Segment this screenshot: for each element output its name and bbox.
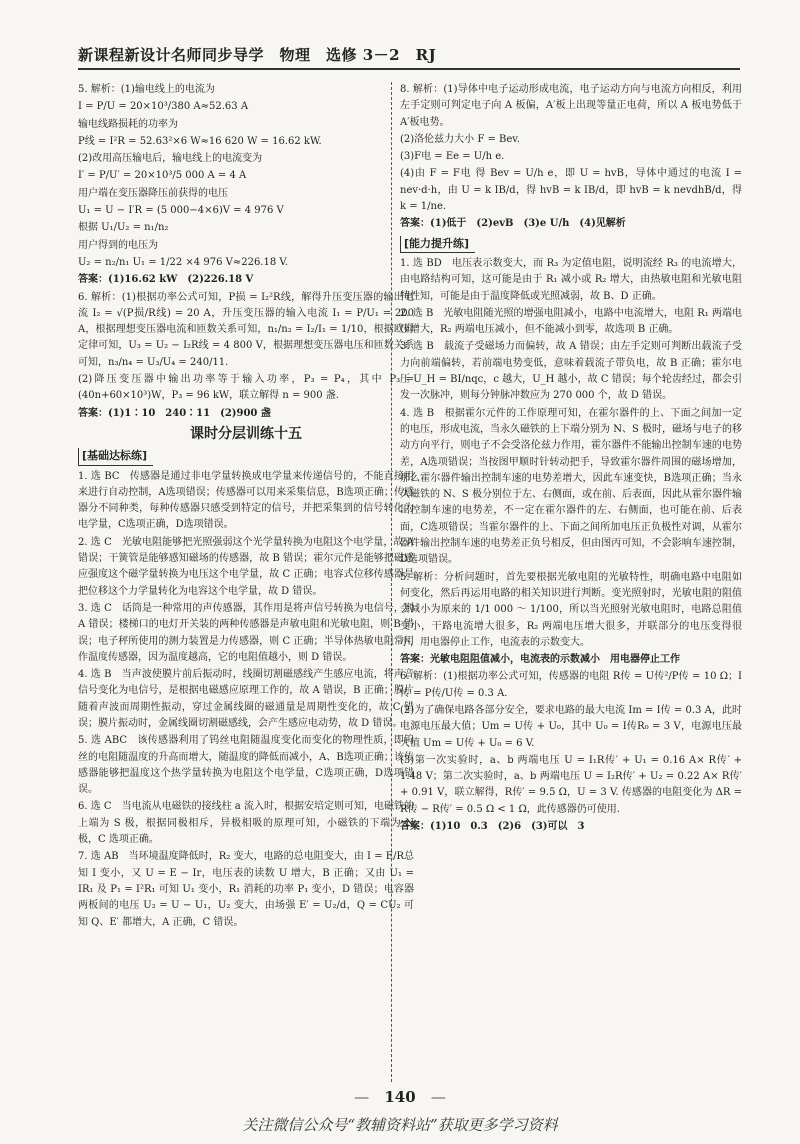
answer-entry: P线 = I²R = 52.63²×6 W≈16 620 W = 16.62 kW. <box>78 135 322 147</box>
header-title: 新课程新设计名师同步导学 物理 选修 3－2 RJ <box>78 46 437 64</box>
section-title: 课时分层训练十五 <box>190 425 302 442</box>
answer-entry: 4. 选 B 根据霍尔元件的工作原理可知，在霍尔器件的上、下面之间加一定的电压，形成电流，当永久磁铁的上下端分别为 N、S 极时，磁场与电子的移动方向平行，则电子不会受洛伦兹力作用，霍尔器件不能输出控制车速的电势差，A选项错误；当按图甲顺时针转动把手，导致霍尔器件周围的磁场增加，那么霍尔器件输出控制车速的电势差增大，因此车速变快，B选项正确；当永久磁铁的 N、S 极分别位于左、右侧面，或在前、后表面，因此从霍尔器件输出控制车速的电势差，不一定在霍尔器件的左、右侧面，也可能在前、后表面，C选项错误；当霍尔器件的上、下面之间所加电压正负极性对调，从霍尔器件输出控制车速的电势差正负号相反，但由图丙可知，不会影响车速控制，D选项错误。 <box>400 407 742 566</box>
answer-entry: (3)第一次实验时，a、b 两端电压 U = I₁R传′ + U₁ = 0.16 A× R传′ + 1.48 V；第二次实验时，a、b 两端电压 U = I₂R传′ + U₂ = 0.22 A× R传′ + 0.91 V，联立解得，R传′ = 9.5 Ω，U = 3 V. 传感器的电阻变化为 ΔR = R传 − R传′ = 0.5 Ω < 1 Ω，此传感器仍可使用. <box>400 754 742 815</box>
answer-entry: 6. 解析：(1)根据功率公式可知，P损 = I₂²R线，解得升压变压器的输出电流 I₂ = √(P损/R线) = 20 A，升压变压器的输入电流 I₁ = P/U₁ = 200 A，根据理想变压器电流和匝数关系可知，n₁/n₂ = I₂/I₁ = 1/10，根据欧姆定律可知，U₃ = U₂ − I₂R线 = 4 800 V，根据理想变压器电压和匝数关系可知，n₃/n₄ = U₃/U₄ = 240/11. <box>78 291 414 368</box>
answer-entry: 5. 选 ABC 该传感器利用了钨丝电阻随温度变化而变化的物理性质，即钨丝的电阻随温度的升高而增大，随温度的降低而减小，A、B选项正确；该传感器能够把温度这个热学量转换为电阻这个电学量，C选项正确，D选项错误。 <box>78 735 414 796</box>
answer-entry: 5. 解析：分析问题时，首先要根据光敏电阻的光敏特性，明确电路中电阻如何变化，然后再运用电路的相关知识进行判断。变光照射时，光敏电阻的阻值会减小为原来的 1/1 000 ～ 1/100，所以当光照射光敏电阻时，电路总阻值变小，干路电流增大很多，R₂ 两端电压增大很多，并联部分的电压变得很小，用电器停止工作，电流表的示数变大。 <box>400 571 742 648</box>
answer-entry: (2)为了确保电路各部分安全，要求电路的最大电流 Im = I传 = 0.3 A，此时电源电压最大值；Um = U传 + U₀，其中 U₀ = I传R₀ = 3 V，电源电压最大值 Um = U传 + U₀ = 6 V. <box>400 704 742 749</box>
answer-entry: 4. 选 B 当声波使膜片前后振动时，线圈切割磁感线产生感应电流，将声音信号变化为电信号，是根据电磁感应原理工作的，故 A 错误，B 正确；膜片随着声波而周期性振动，穿过金属线圈的磁通量是周期性变化的，故 C 错误；膜片振动时，金属线圈切割磁感线，会产生感应电动势，故 D 错误。 <box>78 669 414 729</box>
answer-entry: 2. 选 B 光敏电阻随光照的增强电阻减小，电路中电流增大，电阻 R₁ 两端电压增大，R₂ 两端电压减小，但不能减小到零，故选项 B 正确。 <box>400 307 742 336</box>
answer-entry: U₁ = U − I′R = (5 000−4×6)V = 4 976 V <box>78 205 284 217</box>
answer-entry: (3)F电 = Ee = U/h e. <box>400 151 505 163</box>
basic-subsection-title: [基础达标练] <box>78 448 153 465</box>
answer-entry: 答案：光敏电阻阻值减小，电流表的示数减小 用电器停止工作 <box>400 654 680 666</box>
answer-entry: I′ = P/U′ = 20×10³/5 000 A = 4 A <box>78 170 247 182</box>
answer-entry: 用户得到的电压为 <box>78 239 158 251</box>
answer-entry: (2)改用高压输电后，输电线上的电流变为 <box>78 153 263 165</box>
answer-entry: 7. 选 AB 当环境温度降低时，R₂ 变大，电路的总电阻变大，由 I = E/R总 知 I 变小，又 U = E − Ir，电压表的读数 U 增大，B 正确；又由 U₁ = IR₁ 及 P₁ = I²R₁ 可知 U₁ 变小，R₁ 消耗的功率 P₁ 变小，D 错误；电容器两板间的电压 U₂ = U − U₁，U₂ 变大，由场强 E′ = U₂/d，Q = CU₂ 可知 Q、E′ 都增大，A 正确，C 错误。 <box>78 851 414 928</box>
right-top-entries <box>400 82 742 233</box>
answer-entry: 用户端在变压器降压前获得的电压 <box>78 187 228 199</box>
answer-entry: 1. 选 BC 传感器是通过非电学量转换成电学量来传递信号的，不能直接用来进行自动控制，A选项错误；传感器可以用来采集信息，B选项正确；传感器分不同种类，每种传感器只感受到特定的信号，并把采集到的信号转化为电学量，C选项正确，D选项错误。 <box>78 470 414 531</box>
advanced-subsection-title: [能力提升练] <box>400 236 475 253</box>
page-header <box>78 44 740 70</box>
answer-entry: 6. 选 C 当电流从电磁铁的接线柱 a 流入时，根据安培定则可知，电磁铁的上端为 S 极，根据同极相斥，异极相吸的原理可知，小磁铁的下端为 N 极，C 选项正确。 <box>78 801 414 846</box>
answer-entry: 输电线路损耗的功率为 <box>78 118 178 130</box>
page-number-dash-left: — <box>354 1088 370 1106</box>
answer-entry: (2)洛伦兹力大小 F = Bev. <box>400 133 520 145</box>
answer-entry: (4)由 F = F电 得 Bev = U/h e，即 U = hvB，导体中通过的电流 I = nev·d·h，由 U = k IB/d，得 hvB = k IB/d，即 hvB = k nevdhB/d，得 k = 1/ne. <box>400 168 742 213</box>
left-bottom-entries <box>78 469 414 931</box>
answer-entry: 答案：(1)低于 (2)evB (3)e U/h (4)见解析 <box>400 218 626 230</box>
answer-entry: 6. 解析：(1)根据功率公式可知，传感器的电阻 R传 = U传²/P传 = 10 Ω；I传 = P传/U传 = 0.3 A. <box>400 671 742 699</box>
answer-entry: I = P/U = 20×10³/380 A≈52.63 A <box>78 101 249 113</box>
page-number-bar <box>0 1088 800 1106</box>
answer-entry: 答案：(1)16.62 kW (2)226.18 V <box>78 274 254 286</box>
left-top-entries <box>78 82 414 422</box>
answer-entry: 8. 解析：(1)导体中电子运动形成电流，电子运动方向与电流方向相反，利用左手定则可判定电子向 A 板偏，A′板上出现等量正电荷，所以 A 板电势低于 A′板电势。 <box>400 84 742 128</box>
footer-note: 关注微信公众号“教辅资料站”获取更多学习资料 <box>242 1116 558 1134</box>
right-column <box>400 82 742 1092</box>
answer-entry: 2. 选 C 光敏电阻能够把光照强弱这个光学量转换为电阻这个电学量，故 A 错误；干簧管是能够感知磁场的传感器，故 B 错误；霍尔元件是能够把磁感应强度这个磁学量转换为电压这个电学量，故 C 正确；电容式位移传感器是把位移这个力学量转化为电容这个电学量，故 D 错误。 <box>78 536 414 597</box>
answer-entry: 答案：(1)1∶10 240∶11 (2)900 盏 <box>78 407 271 419</box>
answer-entry: U₂ = n₂/n₁ U₁ = 1/22 ×4 976 V≈226.18 V. <box>78 256 289 268</box>
answer-entry: (2)降压变压器中输出功率等于输入功率，P₃ = P₄，其中 P₃ = (40n+60×10³)W，P₃ = 96 kW，联立解得 n = 900 盏. <box>78 374 414 402</box>
answer-entry: 3. 选 B 载流子受磁场力而偏转，故 A 错误；由左手定则可判断出载流子受力向前端偏转，若前端电势变低，意味着载流子带负电，故 B 正确；霍尔电压 U_H = BI/nqc，c 越大，U_H 越小，故 C 错误；每个轮齿经过，都会引发一次脉冲，则每分钟脉冲数应为 270 000 个，故 D 错误。 <box>400 341 742 402</box>
answer-entry: 答案：(1)10 0.3 (2)6 (3)可以 3 <box>400 821 585 833</box>
answer-entry: 5. 解析：(1)输电线上的电流为 <box>78 84 215 95</box>
page-number-dash-right: — <box>430 1088 446 1106</box>
right-bottom-entries <box>400 256 742 835</box>
page-number: 140 <box>384 1088 416 1106</box>
left-column <box>78 82 414 1092</box>
answer-entry: 3. 选 C 话筒是一种常用的声传感器，其作用是将声信号转换为电信号，则 A 错误；楼梯口的电灯开关装的两种传感器是声敏电阻和光敏电阻，则 B 错误；电子秤所使用的测力装置是力传感器，则 C 正确；半导体热敏电阻常用作温度传感器，因为温度越高，它的电阻值越小，则 D 错误。 <box>78 602 414 663</box>
answer-entry: 根据 U₁/U₂ = n₁/n₂ <box>78 222 169 234</box>
answer-entry: 1. 选 BD 电压表示数变大，而 R₃ 为定值电阻，说明流经 R₃ 的电流增大，由电路结构可知，这可能是由于 R₁ 减小或 R₂ 增大，由热敏电阻和光敏电阻特性知，可能是由于温度降低或光照减弱，故 B、D 正确。 <box>400 257 742 302</box>
